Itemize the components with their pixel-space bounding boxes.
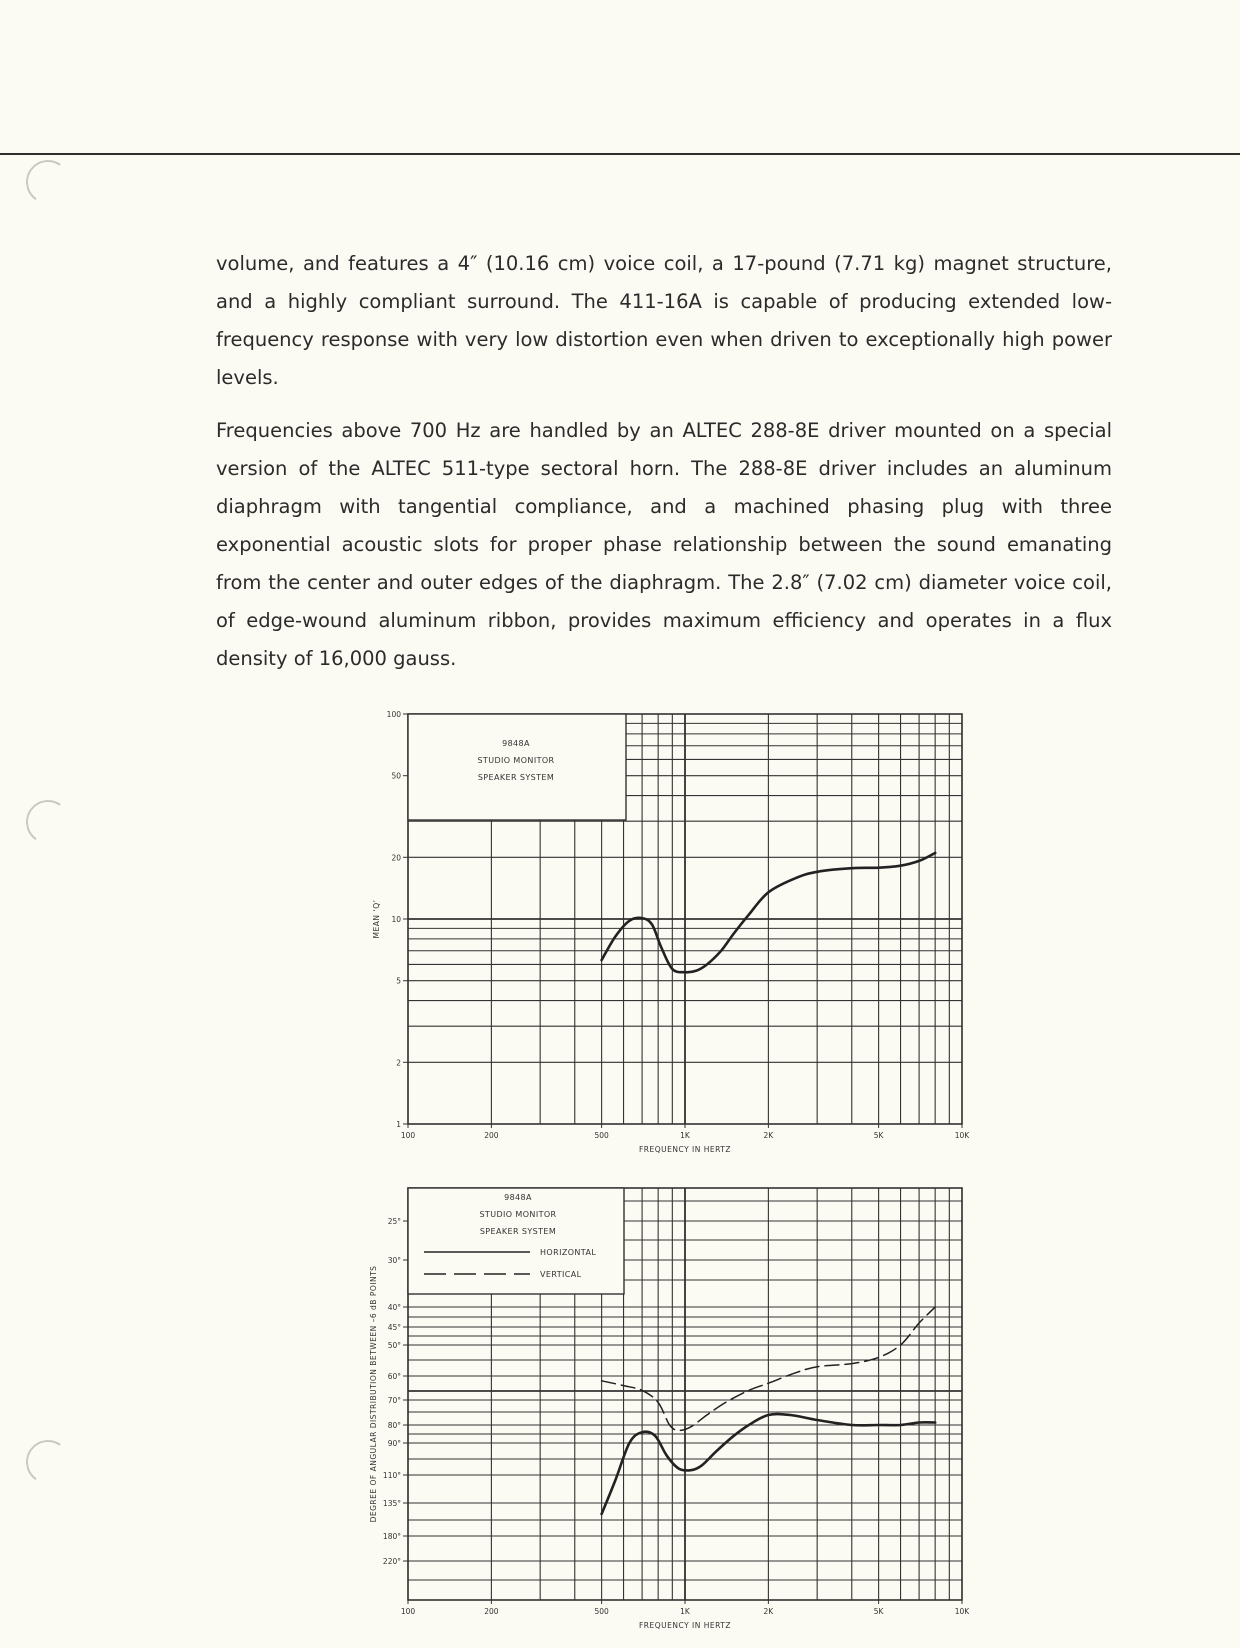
x-tick-label: 1K [680, 1131, 690, 1140]
y-tick-label: 20 [391, 853, 401, 863]
x-tick-label: 2K [763, 1607, 774, 1616]
y-tick-label: 50 [391, 771, 401, 781]
x-tick-label: 2K [763, 1131, 774, 1140]
y-tick-label: 25° [387, 1217, 401, 1226]
x-tick-label: 10K [954, 1131, 970, 1140]
y-tick-label: 100 [386, 710, 401, 719]
y-axis-title: MEAN ‘Q’ [372, 899, 381, 939]
chart-title-line: STUDIO MONITOR [477, 756, 555, 765]
chart-title-line: SPEAKER SYSTEM [477, 773, 555, 782]
chart-title-line: SPEAKER SYSTEM [479, 1227, 557, 1236]
x-tick-label: 100 [400, 1607, 416, 1616]
legend-label: VERTICAL [540, 1270, 582, 1279]
paragraph-2: Frequencies above 700 Hz are handled by an ALTEC 288-8E driver mounted on a special version of the ALTEC 511-type sectoral horn. The 288-8E driver includes an aluminum diaphragm with tangential compliance, and a machined phasing plug with three exponential acoustic slots for proper phase relationship between the sound emanating from the center and outer edges of the diaphragm. The 2.8″ (7.02 cm) diameter voice coil, of edge-wound aluminum ribbon, provides maximum efficiency and operates in a flux density of 16,000 gauss. [216, 419, 1112, 670]
x-tick-label: 5K [873, 1607, 884, 1616]
x-axis-title: FREQUENCY IN HERTZ [638, 1145, 732, 1154]
x-tick-label: 500 [594, 1607, 609, 1616]
legend-label: HORIZONTAL [540, 1248, 597, 1257]
chart-title-line: 9848A [504, 1193, 532, 1202]
y-tick-label: 5 [396, 976, 401, 986]
y-tick-label: 220° [382, 1557, 401, 1566]
y-tick-label: 40° [387, 1303, 401, 1312]
x-tick-label: 200 [484, 1131, 499, 1140]
y-tick-label: 70° [387, 1396, 401, 1405]
y-tick-label: 90° [387, 1439, 401, 1448]
y-tick-label: 30° [387, 1256, 401, 1265]
y-tick-label: 10 [391, 915, 401, 924]
y-tick-label: 50° [387, 1341, 401, 1350]
x-tick-label: 100 [400, 1131, 416, 1140]
chart-title-line: 9848A [502, 739, 530, 748]
y-tick-label: 180° [382, 1532, 401, 1541]
x-tick-label: 200 [484, 1607, 499, 1616]
x-tick-label: 5K [873, 1131, 884, 1140]
y-tick-label: 60° [387, 1372, 401, 1381]
y-tick-label: 135° [382, 1499, 401, 1508]
y-tick-label: 110° [382, 1471, 401, 1480]
legend-box [408, 1188, 624, 1294]
paragraph-1: volume, and features a 4″ (10.16 cm) voice coil, a 17-pound (7.71 kg) magnet structure, and a highly compliant surround. The 411-16A is capable of producing extended low-frequency response with very low distortion even when driven to exceptionally high power levels. [216, 252, 1112, 389]
y-tick-label: 1 [396, 1120, 401, 1129]
x-axis-title: FREQUENCY IN HERTZ [638, 1621, 732, 1630]
x-tick-label: 500 [594, 1131, 609, 1140]
x-tick-label: 10K [954, 1607, 970, 1616]
chart-title-line: STUDIO MONITOR [479, 1210, 557, 1219]
y-tick-label: 2 [396, 1058, 401, 1068]
y-axis-title: DEGREE OF ANGULAR DISTRIBUTION BETWEEN –6 dB POINTS [369, 1265, 378, 1523]
y-tick-label: 45° [387, 1323, 401, 1332]
y-tick-label: 80° [387, 1421, 401, 1430]
x-tick-label: 1K [680, 1607, 690, 1616]
